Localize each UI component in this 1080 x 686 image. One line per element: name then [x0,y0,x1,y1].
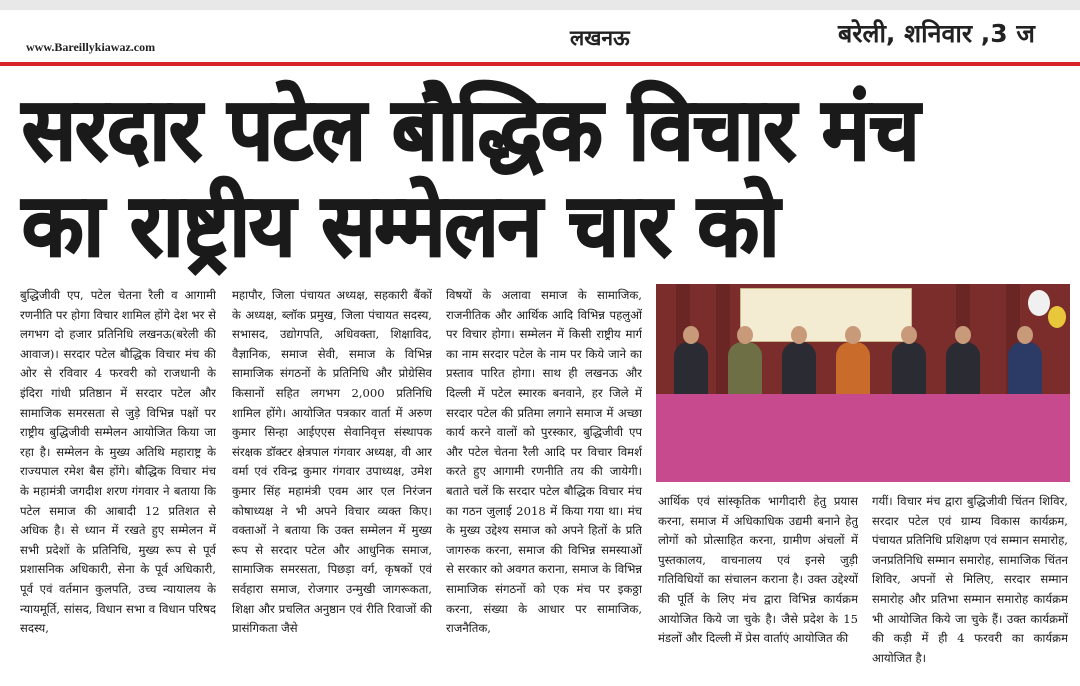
article-column-5: गयीं। विचार मंच द्वारा बुद्धिजीवी चिंतन शिविर, सरदार पटेल एवं ग्राम्य विकास कार्यक्रम, पंचायत प्रतिनिधि प्रशिक्षण एवं सम्मान समारोह, जनप्रतिनिधि सम्मान समारोह, सामाजिक चिंतन शिविर, अपनों से मिलिए, सरदार सम्मान समारोह और प्रतिभा सम्मान समारोह कार्यक्रम भी आयोजित किये जा चुके हैं। उक्त कार्यक्रमों की कड़ी में ही 4 फरवरी का कार्यक्रम आयोजित है। [872,494,1068,665]
headline-line-2: का राष्ट्रीय सम्मेलन चार को [22,176,779,276]
dateline: बरेली, शनिवार ,3 ज [838,19,1035,48]
balloon [1028,290,1050,316]
balloon [1048,306,1066,328]
table-cloth [656,394,1070,482]
stage-banner [740,288,912,342]
event-photo [656,284,1070,482]
article-column-4: आर्थिक एवं सांस्कृतिक भागीदारी हेतु प्रयास करना, समाज में अधिकाधिक उद्यमी बनाने हेतु लोगों को प्रोत्साहित करना, ग्रामीण अंचलों में पुस्तकालय, वाचनालय एवं इनसे जुड़ी गतिविधियों का संचालन कराना है। उक्त उद्देश्यों की पूर्ति के लिए मंच द्वारा विभिन्न कार्यक्रम आयोजित किये जा चुके है। जैसे प्रदेश के 15 मंडलों और दिल्ली में प्रेस वार्ताएं आयोजित की [658,494,858,646]
masthead-rule [0,62,1080,66]
website-url: www.Bareillykiawaz.com [26,40,156,54]
city-label: लखनऊ [570,26,630,50]
article-column-3: विषयों के अलावा समाज के सामाजिक, राजनीतिक और आर्थिक आदि विभिन्न पहलुओं पर विचार होगा। सम्मेलन में किसी राष्ट्रीय मार्ग का नाम सरदार पटेल के नाम पर किये जाने का प्रस्ताव पारित होगा। साथ ही लखनऊ और दिल्ली में पटेल स्मारक बनवाने, हर जिले में सरदार पटेल की प्रतिमा लगाने समाज में अच्छा कार्य करने वालों को पुरस्कार, बुद्धिजीवी एप और पटेल चेतना रैली आदि पर विचार विमर्श करते हुए आगामी रणनीति तय की जायेगी। बताते चलें कि सरदार पटेल बौद्धिक विचार मंच का गठन जुलाई 2018 में किया गया था। मंच के मुख्य उद्देश्य समाज को अपने हितों के प्रति जागरुक करना, समाज की विभिन्न समस्याओं से सरकार को अवगत कराना, समाज के विभिन्न सामाजिक संगठनों को एक मंच पर इकठ्ठा करना, संख्या के आधार पर सामाजिक, राजनैतिक, [446,288,642,636]
article-column-2: महापौर, जिला पंचायत अध्यक्ष, सहकारी बैंकों के अध्यक्ष, ब्लॉक प्रमुख, जिला पंचायत सदस्य, सभासद, उद्योगपति, अधिवक्ता, शिक्षाविद, वैज्ञानिक, समाज सेवी, समाज के विभिन्न सामाजिक संगठनों के प्रतिनिधि और प्रोग्रेसिव किसानों सहित लगभग 2,000 प्रतिनिधि शामिल होंगे। आयोजित पत्रकार वार्ता में अरुण कुमार सिन्हा आईएएस सेवानिवृत्त संस्थापक संरक्षक डॉक्टर क्षेत्रपाल गंगवार अध्यक्ष, वी आर वर्मा एवं रविन्द्र कुमार गंगवार उपाध्यक्ष, उमेश कुमार सिंह महामंत्री एवम आर एल निरंजन कोषाध्यक्ष ने भी अपने विचार व्यक्त किए। वक्ताओं ने बताया कि उक्त सम्मेलन में मुख्य रूप से सरदार पटेल और आधुनिक समाज, सामाजिक समरसता, पिछड़ा वर्ग, कृषकों एवं सर्वहारा समाज, रोजगार उन्मुखी जागरूकता, शिक्षा और प्रचलित अनुष्ठान एवं रीति रिवाजों की प्रासंगिकता जैसे [232,288,432,636]
headline [22,82,999,274]
article-column-1: बुद्धिजीवी एप, पटेल चेतना रैली व आगामी रणनीति पर होगा विचार शामिल होंगे देश भर से लगभग दो हजार प्रतिनिधि लखनऊ(बरेली की आवाज)। सरदार पटेल बौद्धिक विचार मंच की ओर से रविवार 4 फरवरी को राजधानी के इंदिरा गांधी प्रतिष्ठान में सरदार पटेल और सामाजिक समरसता से जुड़े विभिन्न पक्षों पर राष्ट्रीय बुद्धिजीवी सम्मेलन आयोजित किया जा रहा है। सम्मेलन के मुख्य अतिथि महाराष्ट्र के राज्यपाल रमेश बैस होंगे। बौद्धिक विचार मंच के महामंत्री जगदीश शरण गंगवार ने बताया कि पटेल समाज की आबादी 12 प्रतिशत से अधिक है। से ध्यान में रखते हुए सम्मेलन में सभी प्रदेशों के प्रतिनिधि, मुख्य रूप से पूर्व प्रशासनिक अधिकारी, सेना के पूर्व अधिकारी, पूर्व एवं वर्तमान कुलपति, उच्च न्यायालय के न्यायमूर्ति, सांसद, विधान सभा व विधान परिषद सदस्य, [20,288,216,636]
headline-line-1: सरदार पटेल बौद्धिक विचार मंच [22,80,919,180]
top-strip [0,0,1080,10]
